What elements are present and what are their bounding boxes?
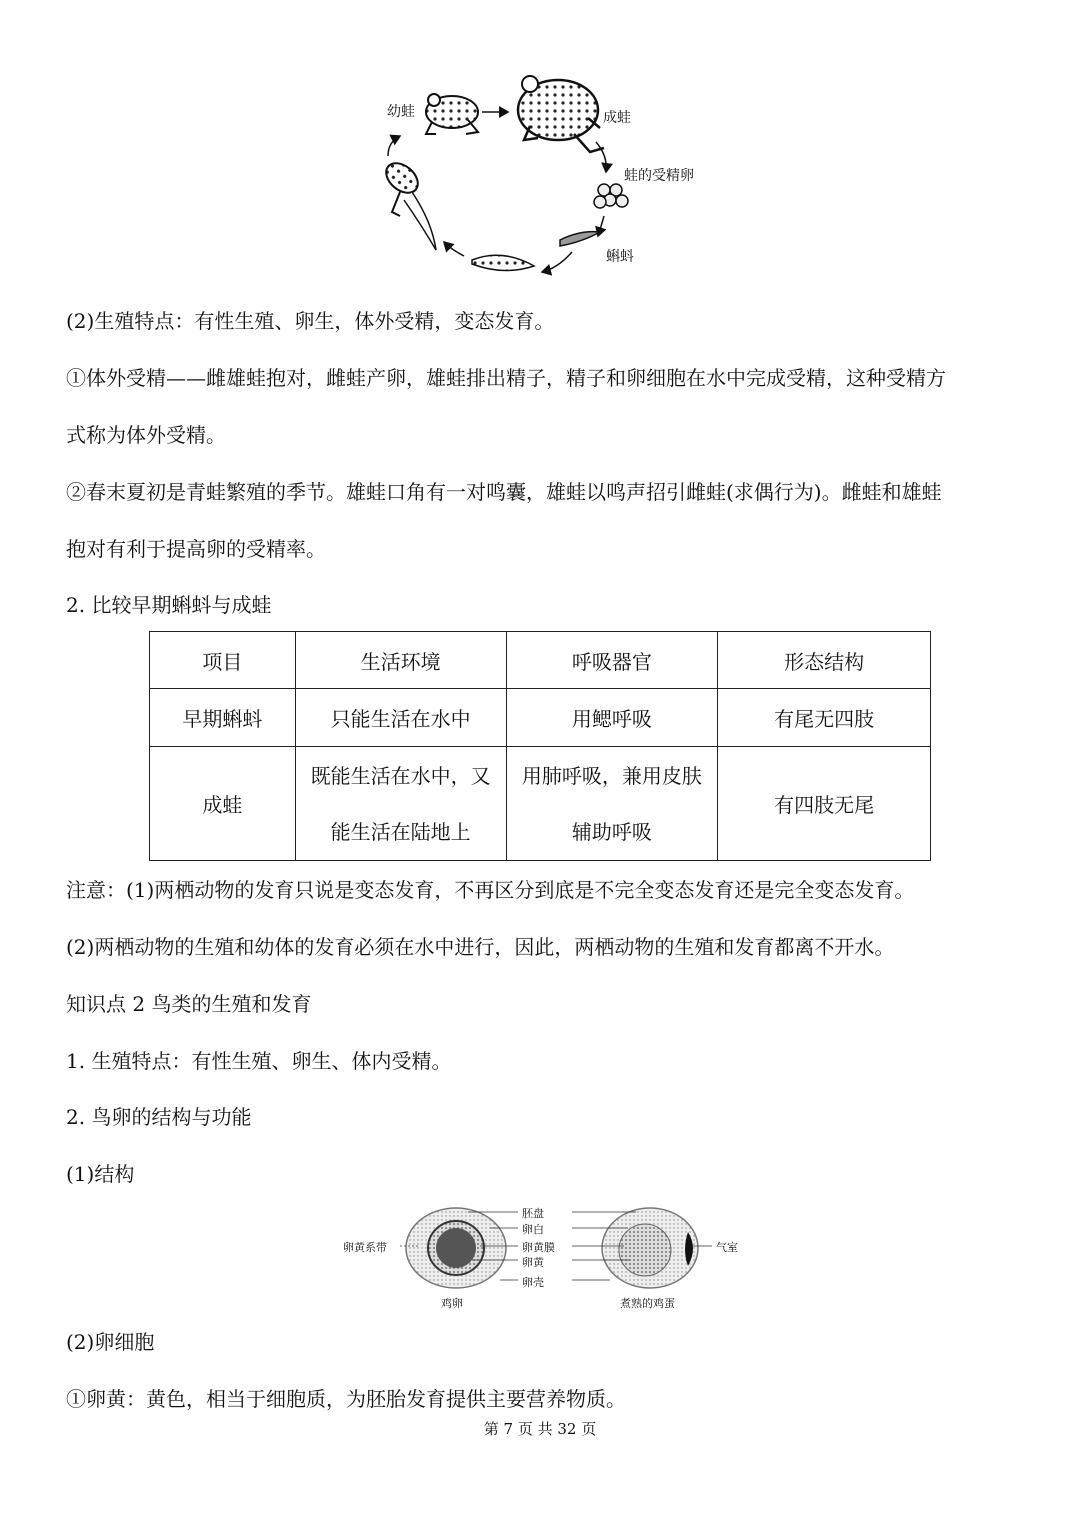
comparison-table (149, 631, 931, 861)
tadpole-large-icon (472, 255, 534, 270)
note-metamorphosis: 注意：(1)两栖动物的发育只说是变态发育，不再区分到底是不完全变态发育还是完全变态发育。 (66, 878, 915, 902)
table-cell: 只能生活在水中 (295, 689, 506, 747)
table-cell-line: 辅助呼吸 (571, 819, 652, 844)
label-eggshell: 卵壳 (522, 1276, 544, 1289)
raw-egg-icon (406, 1208, 506, 1288)
label-vitelline-membrane: 卵黄膜 (522, 1241, 555, 1254)
paragraph-breeding-season-1: ②春末夏初是青蛙繁殖的季节。雄蛙口角有一对鸣囊，雄蛙以鸣声招引雌蛙(求偶行为)。雌蛙和雄蛙 (66, 480, 942, 504)
table-cell: 用鳃呼吸 (506, 689, 718, 747)
arrow-large-to-legs (444, 242, 464, 256)
yolk-description: ①卵黄：黄色，相当于细胞质，为胚胎发育提供主要营养物质。 (66, 1387, 626, 1411)
arrow-adult-to-egg (596, 142, 606, 172)
table-header-cell: 呼吸器官 (506, 632, 718, 689)
label-air-cell: 气室 (716, 1241, 738, 1254)
egg-cell-subheading: (2)卵细胞 (66, 1330, 155, 1354)
table-cell-line: 能生活在陆地上 (330, 819, 471, 844)
caption-boiled-egg: 煮熟的鸡蛋 (620, 1297, 675, 1310)
table-cell-line: 既能生活在水中，又 (310, 763, 491, 788)
note-water-dependence: (2)两栖动物的生殖和幼体的发育必须在水中进行，因此，两栖动物的生殖和发育都离不开水。 (66, 935, 895, 959)
paragraph-breeding-season-2: 抱对有利于提高卵的受精率。 (66, 537, 326, 561)
label-chalaza: 卵黄系带 (343, 1241, 387, 1254)
paragraph-reproduction-features: (2)生殖特点：有性生殖、卵生，体外受精，变态发育。 (66, 309, 555, 333)
table-header-cell: 形态结构 (718, 632, 931, 689)
table-header-row (150, 632, 931, 689)
egg-structure-figure (340, 1198, 760, 1318)
label-fertilized-egg: 蛙的受精卵 (624, 168, 694, 184)
bird-reproduction-features: 1. 生殖特点：有性生殖、卵生、体内受精。 (66, 1049, 452, 1073)
paragraph-external-fertilization-2: 式称为体外受精。 (66, 423, 226, 447)
table-header-cell: 项目 (150, 632, 296, 689)
young-frog-icon (426, 94, 478, 134)
label-adult-frog: 成蛙 (603, 110, 631, 126)
label-germinal-disc: 胚盘 (522, 1207, 544, 1220)
label-tadpole: 蝌蚪 (606, 249, 634, 265)
label-egg-white: 卵白 (522, 1223, 544, 1236)
table-cell: 早期蝌蚪 (150, 689, 296, 747)
label-yolk: 卵黄 (522, 1256, 544, 1269)
frog-egg-icon (594, 184, 628, 208)
table-cell: 有尾无四肢 (718, 689, 931, 747)
arrow-egg-to-tadpole (598, 216, 604, 236)
structure-subheading: (1)结构 (66, 1162, 135, 1186)
tadpole-with-legs-icon (380, 157, 436, 250)
arrow-legs-to-young (388, 136, 400, 156)
table-row (150, 689, 931, 747)
page-footer: 第 7 页 共 32 页 (483, 1420, 597, 1438)
table-cell (506, 747, 718, 861)
adult-frog-icon (518, 76, 604, 152)
caption-raw-egg: 鸡卵 (441, 1297, 463, 1310)
knowledge-point-2-heading: 知识点 2 鸟类的生殖和发育 (66, 992, 312, 1016)
table-cell: 有四肢无尾 (718, 747, 931, 861)
table-row (150, 747, 931, 861)
section-compare-heading: 2. 比较早期蝌蚪与成蛙 (66, 593, 272, 617)
table-header-cell: 生活环境 (295, 632, 506, 689)
boiled-egg-icon (602, 1208, 698, 1288)
paragraph-external-fertilization-1: ①体外受精——雌雄蛙抱对，雌蛙产卵，雄蛙排出精子，精子和卵细胞在水中完成受精，这种受精方 (66, 366, 946, 390)
tadpole-icon (560, 232, 600, 246)
egg-structure-heading: 2. 鸟卵的结构与功能 (66, 1105, 252, 1129)
table-cell-line: 用肺呼吸，兼用皮肤 (521, 763, 702, 788)
table-cell (295, 747, 506, 861)
table-cell: 成蛙 (150, 747, 296, 861)
arrow-tadpole-to-large (542, 252, 572, 272)
label-young-frog: 幼蛙 (387, 104, 415, 120)
